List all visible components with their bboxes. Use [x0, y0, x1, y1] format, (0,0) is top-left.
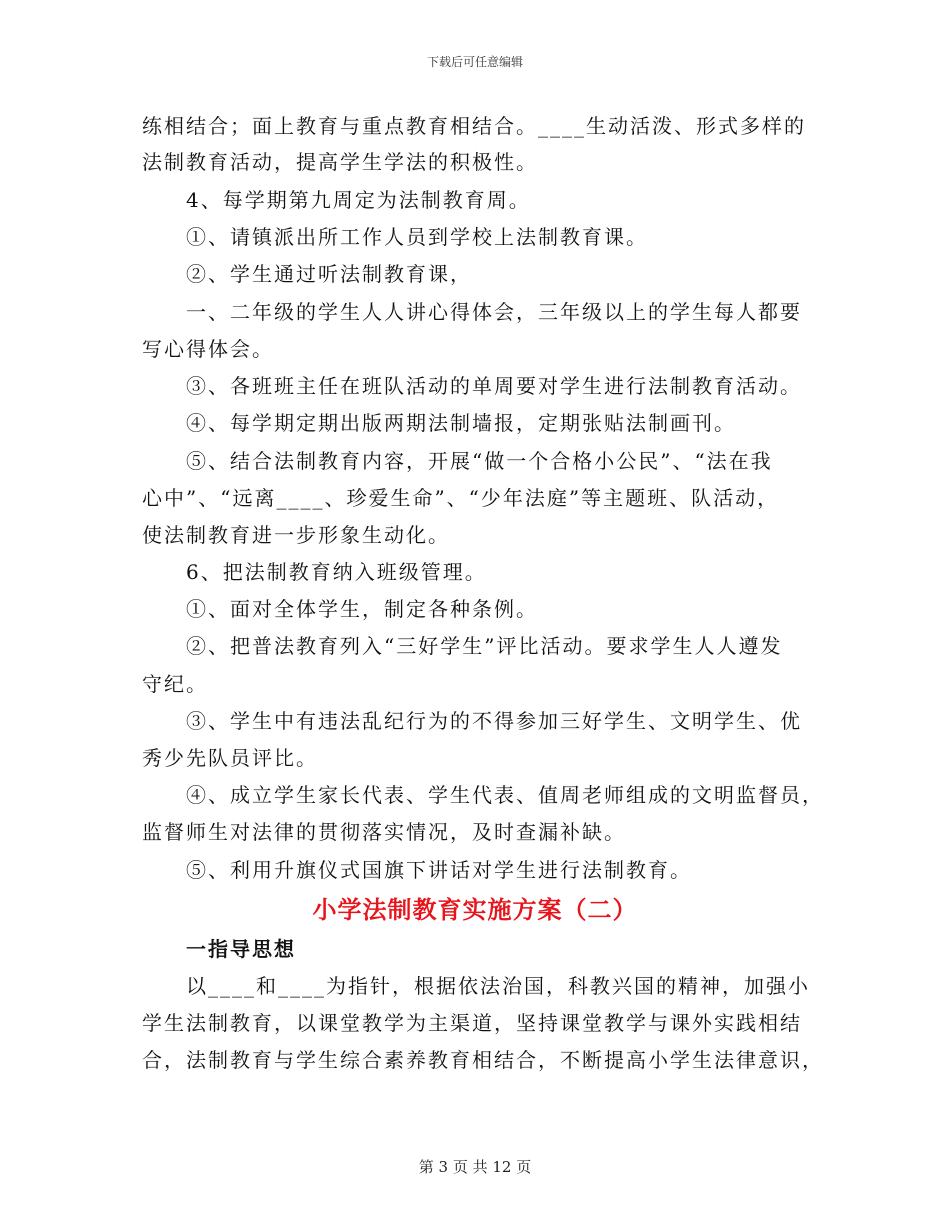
body-line: 6、把法制教育纳入班级管理。: [186, 560, 487, 584]
body-line: 学生法制教育，以课堂教学为主渠道，坚持课堂教学与课外实践相结: [142, 1011, 802, 1035]
body-line: 秀少先队员评比。: [142, 746, 318, 770]
body-line: ②、把普法教育列入“三好学生”评比活动。要求学生人人遵发: [186, 634, 783, 658]
body-line: 使法制教育进一步形象生动化。: [142, 523, 450, 547]
body-line: ③、学生中有违法乱纪行为的不得参加三好学生、文明学生、优: [186, 709, 802, 733]
page-header: 下载后可任意编辑: [426, 55, 523, 69]
body-line: 合，法制教育与学生综合素养教育相结合，不断提高小学生法律意识，: [142, 1048, 824, 1072]
body-line: 一、二年级的学生人人讲心得体会，三年级以上的学生每人都要: [186, 300, 802, 324]
body-line: ⑤、结合法制教育内容，开展“做一个合格小公民”、“法在我: [186, 449, 773, 473]
body-line: ⑤、利用升旗仪式国旗下讲话对学生进行法制教育。: [186, 858, 692, 882]
body-line: 心中”、“远离____、珍爱生命”、“少年法庭”等主题班、队活动，: [142, 486, 780, 510]
page-footer: 第 3 页 共 12 页: [418, 1158, 532, 1176]
body-line: 守纪。: [142, 672, 208, 696]
body-line: 以____和____为指针，根据依法治国，科教兴国的精神，加强小: [186, 974, 810, 998]
body-line: ④、成立学生家长代表、学生代表、值周老师组成的文明监督员，: [186, 783, 824, 807]
body-line: 4、每学期第九周定为法制教育周。: [186, 188, 531, 212]
body-line: 写心得体会。: [142, 337, 274, 361]
body-line: 监督师生对法律的贯彻落实情况，及时查漏补缺。: [142, 820, 626, 844]
body-line: ①、面对全体学生，制定各种条例。: [186, 597, 538, 621]
section-heading: 一指导思想: [186, 937, 296, 961]
body-line: ③、各班班主任在班队活动的单周要对学生进行法制教育活动。: [186, 374, 802, 398]
body-line: ①、请镇派出所工作人员到学校上法制教育课。: [186, 225, 648, 249]
body-line: 法制教育活动，提高学生学法的积极性。: [142, 150, 538, 174]
body-line: ④、每学期定期出版两期法制墙报，定期张贴法制画刊。: [186, 411, 736, 435]
section-title: 小学法制教育实施方案（二）: [312, 895, 638, 924]
body-line: ②、学生通过听法制教育课，: [186, 262, 472, 286]
body-line: 练相结合；面上教育与重点教育相结合。____生动活泼、形式多样的: [142, 114, 806, 138]
